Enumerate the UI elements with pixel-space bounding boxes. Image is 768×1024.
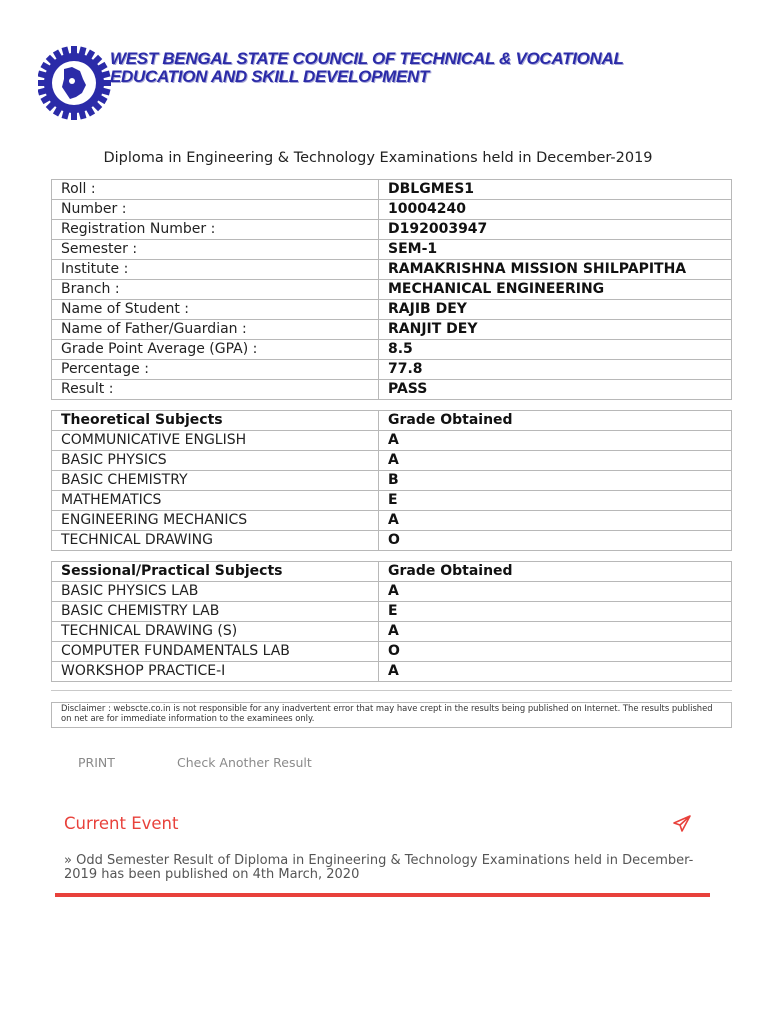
student-detail-row [52, 360, 732, 380]
theory-header-row [52, 411, 732, 431]
paper-plane-icon[interactable] [672, 814, 692, 834]
practical-subject-row [52, 662, 732, 682]
theory-subject-grade: E [379, 491, 732, 511]
theory-subject-row [52, 491, 732, 511]
practical-subject-name: COMPUTER FUNDAMENTALS LAB [52, 642, 379, 662]
student-detail-row [52, 220, 732, 240]
divider [51, 690, 732, 691]
theory-subject-name: MATHEMATICS [52, 491, 379, 511]
header [38, 42, 738, 132]
organization-name [110, 50, 730, 86]
practical-subject-grade: A [379, 622, 732, 642]
student-detail-label: Registration Number : [52, 220, 379, 240]
student-detail-value: RAJIB DEY [379, 300, 732, 320]
theory-subject-row [52, 471, 732, 491]
student-detail-value: RANJIT DEY [379, 320, 732, 340]
practical-subject-header: Sessional/Practical Subjects [52, 562, 379, 582]
practical-subject-grade: O [379, 642, 732, 662]
organization-name-line2: EDUCATION AND SKILL DEVELOPMENT [110, 67, 430, 86]
student-detail-row [52, 380, 732, 400]
theory-grade-header: Grade Obtained [379, 411, 732, 431]
student-detail-row [52, 340, 732, 360]
student-detail-value: MECHANICAL ENGINEERING [379, 280, 732, 300]
theory-subject-name: ENGINEERING MECHANICS [52, 511, 379, 531]
student-detail-label: Grade Point Average (GPA) : [52, 340, 379, 360]
practical-subject-grade: A [379, 582, 732, 602]
student-detail-row [52, 280, 732, 300]
theory-subject-name: BASIC CHEMISTRY [52, 471, 379, 491]
event-underline [55, 893, 710, 897]
student-detail-label: Institute : [52, 260, 379, 280]
practical-subject-row [52, 602, 732, 622]
student-detail-row [52, 240, 732, 260]
theory-subjects-table [51, 410, 732, 551]
theory-subject-row [52, 511, 732, 531]
theory-subject-grade: A [379, 511, 732, 531]
practical-subject-row [52, 582, 732, 602]
student-details-table [51, 179, 732, 400]
theory-subject-grade: O [379, 531, 732, 551]
practical-subject-row [52, 642, 732, 662]
current-event-title: Current Event [64, 814, 179, 833]
practical-subjects-table [51, 561, 732, 682]
student-detail-label: Number : [52, 200, 379, 220]
student-detail-row [52, 260, 732, 280]
theory-subject-name: BASIC PHYSICS [52, 451, 379, 471]
practical-subject-name: TECHNICAL DRAWING (S) [52, 622, 379, 642]
practical-subject-name: WORKSHOP PRACTICE-I [52, 662, 379, 682]
student-detail-label: Roll : [52, 180, 379, 200]
student-detail-value: 10004240 [379, 200, 732, 220]
student-detail-label: Semester : [52, 240, 379, 260]
student-detail-value: 77.8 [379, 360, 732, 380]
current-event-text[interactable]: » Odd Semester Result of Diploma in Engineering & Technology Examinations held in December-2019 has been published on 4th March, 2020 [64, 853, 694, 882]
council-seal-logo [38, 42, 120, 124]
practical-subject-grade: E [379, 602, 732, 622]
theory-subject-grade: B [379, 471, 732, 491]
practical-grade-header: Grade Obtained [379, 562, 732, 582]
practical-subject-name: BASIC CHEMISTRY LAB [52, 602, 379, 622]
student-detail-label: Percentage : [52, 360, 379, 380]
student-detail-row [52, 180, 732, 200]
student-detail-value: 8.5 [379, 340, 732, 360]
theory-subject-row [52, 451, 732, 471]
check-another-result-link[interactable]: Check Another Result [177, 755, 312, 770]
student-detail-value: DBLGMES1 [379, 180, 732, 200]
theory-subject-name: TECHNICAL DRAWING [52, 531, 379, 551]
organization-name-line1: WEST BENGAL STATE COUNCIL OF TECHNICAL & VOCATIONAL [110, 49, 624, 68]
student-detail-row [52, 300, 732, 320]
student-detail-row [52, 320, 732, 340]
student-detail-value: D192003947 [379, 220, 732, 240]
disclaimer: Disclaimer : webscte.co.in is not responsible for any inadvertent error that may have crept in the results being published on Internet. The results published on net are for immediate information to the examinees only. [51, 702, 732, 728]
student-detail-value: PASS [379, 380, 732, 400]
practical-subject-grade: A [379, 662, 732, 682]
student-detail-label: Result : [52, 380, 379, 400]
practical-subject-row [52, 622, 732, 642]
student-detail-label: Branch : [52, 280, 379, 300]
theory-subject-row [52, 431, 732, 451]
theory-subject-row [52, 531, 732, 551]
student-detail-label: Name of Father/Guardian : [52, 320, 379, 340]
student-detail-value: RAMAKRISHNA MISSION SHILPAPITHA [379, 260, 732, 280]
theory-subject-grade: A [379, 451, 732, 471]
practical-subject-name: BASIC PHYSICS LAB [52, 582, 379, 602]
student-detail-value: SEM-1 [379, 240, 732, 260]
theory-subject-header: Theoretical Subjects [52, 411, 379, 431]
theory-subject-name: COMMUNICATIVE ENGLISH [52, 431, 379, 451]
exam-title: Diploma in Engineering & Technology Examinations held in December-2019 [103, 150, 653, 166]
print-button[interactable]: PRINT [78, 755, 115, 770]
practical-header-row [52, 562, 732, 582]
student-detail-label: Name of Student : [52, 300, 379, 320]
theory-subject-grade: A [379, 431, 732, 451]
student-detail-row [52, 200, 732, 220]
